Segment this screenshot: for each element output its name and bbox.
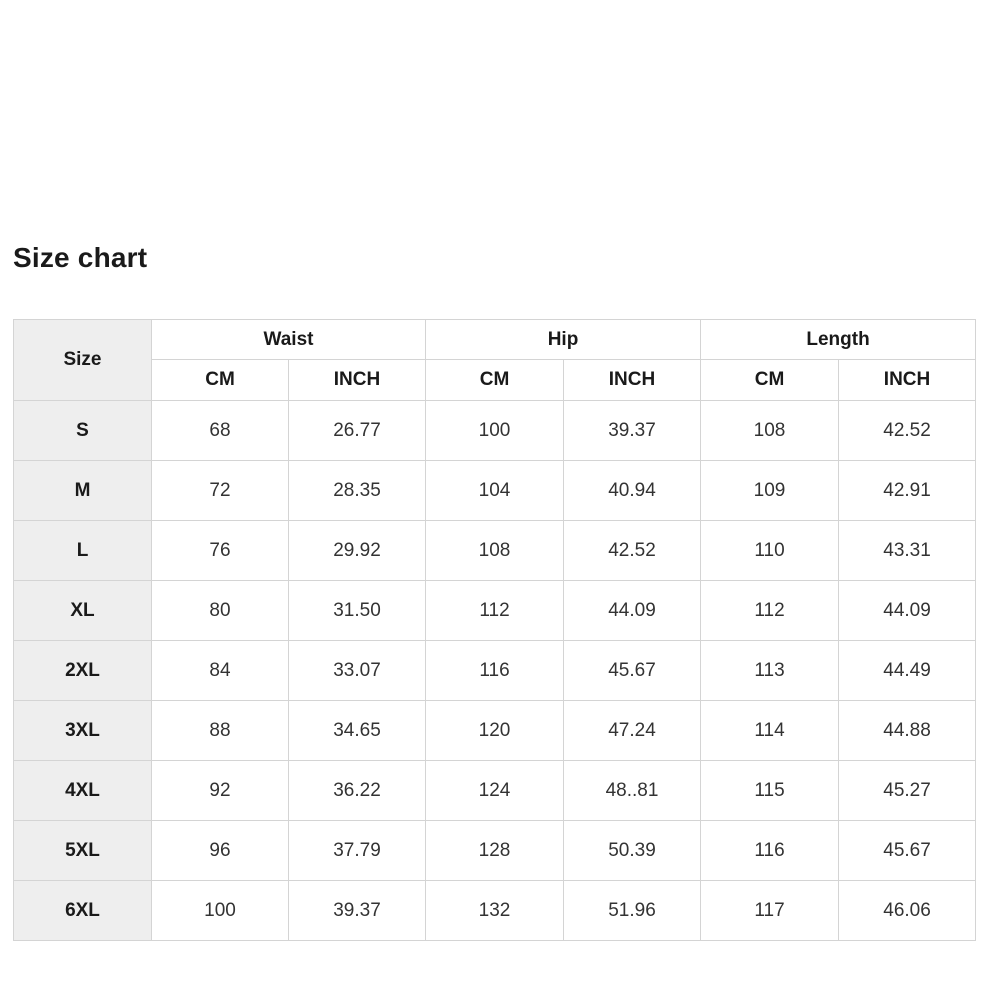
hip-cm-cell: 100 [426, 401, 564, 461]
table-row [14, 401, 976, 461]
size-label-cell: 5XL [14, 821, 152, 881]
size-column-header: Size [14, 320, 152, 401]
waist-inch-cell: 34.65 [289, 701, 426, 761]
length-group-header: Length [701, 320, 976, 360]
page-title: Size chart [13, 242, 148, 273]
hip-inch-cell: 40.94 [564, 461, 701, 521]
waist-inch-cell: 33.07 [289, 641, 426, 701]
hip-inch-cell: 50.39 [564, 821, 701, 881]
size-label-cell: 3XL [14, 701, 152, 761]
waist-inch-cell: 36.22 [289, 761, 426, 821]
waist-cm-cell: 80 [152, 581, 289, 641]
length-cm-cell: 112 [701, 581, 839, 641]
waist-cm-cell: 84 [152, 641, 289, 701]
length-inch-cell: 42.91 [839, 461, 976, 521]
group-header-row [14, 320, 976, 360]
size-label-cell: 6XL [14, 881, 152, 941]
length-inch-cell: 45.27 [839, 761, 976, 821]
waist-cm-header: CM [152, 360, 289, 401]
table-row [14, 641, 976, 701]
hip-inch-cell: 51.96 [564, 881, 701, 941]
hip-cm-cell: 108 [426, 521, 564, 581]
waist-cm-cell: 96 [152, 821, 289, 881]
table-row [14, 761, 976, 821]
hip-cm-cell: 116 [426, 641, 564, 701]
table-row [14, 701, 976, 761]
size-chart-table [13, 319, 976, 941]
hip-group-header: Hip [426, 320, 701, 360]
hip-inch-cell: 44.09 [564, 581, 701, 641]
size-table-body [14, 401, 976, 941]
size-label-cell: M [14, 461, 152, 521]
length-cm-cell: 117 [701, 881, 839, 941]
length-inch-cell: 44.09 [839, 581, 976, 641]
length-cm-cell: 109 [701, 461, 839, 521]
hip-cm-cell: 120 [426, 701, 564, 761]
length-cm-cell: 113 [701, 641, 839, 701]
length-inch-cell: 44.88 [839, 701, 976, 761]
waist-cm-cell: 68 [152, 401, 289, 461]
hip-cm-cell: 132 [426, 881, 564, 941]
table-row [14, 581, 976, 641]
table-row [14, 461, 976, 521]
length-cm-cell: 114 [701, 701, 839, 761]
waist-inch-cell: 39.37 [289, 881, 426, 941]
size-label-cell: S [14, 401, 152, 461]
hip-cm-cell: 112 [426, 581, 564, 641]
length-cm-cell: 116 [701, 821, 839, 881]
hip-inch-cell: 42.52 [564, 521, 701, 581]
length-inch-cell: 46.06 [839, 881, 976, 941]
length-inch-header: INCH [839, 360, 976, 401]
waist-cm-cell: 72 [152, 461, 289, 521]
waist-inch-cell: 26.77 [289, 401, 426, 461]
length-inch-cell: 43.31 [839, 521, 976, 581]
size-label-cell: L [14, 521, 152, 581]
hip-cm-cell: 104 [426, 461, 564, 521]
waist-inch-cell: 28.35 [289, 461, 426, 521]
hip-inch-cell: 39.37 [564, 401, 701, 461]
length-inch-cell: 45.67 [839, 821, 976, 881]
hip-cm-cell: 128 [426, 821, 564, 881]
hip-inch-cell: 48..81 [564, 761, 701, 821]
unit-header-row [14, 360, 976, 401]
waist-cm-cell: 92 [152, 761, 289, 821]
waist-cm-cell: 76 [152, 521, 289, 581]
length-cm-header: CM [701, 360, 839, 401]
hip-inch-header: INCH [564, 360, 701, 401]
table-row [14, 821, 976, 881]
size-label-cell: 4XL [14, 761, 152, 821]
waist-group-header: Waist [152, 320, 426, 360]
waist-inch-cell: 29.92 [289, 521, 426, 581]
waist-inch-cell: 31.50 [289, 581, 426, 641]
table-row [14, 881, 976, 941]
length-cm-cell: 108 [701, 401, 839, 461]
length-inch-cell: 42.52 [839, 401, 976, 461]
length-inch-cell: 44.49 [839, 641, 976, 701]
length-cm-cell: 110 [701, 521, 839, 581]
waist-cm-cell: 100 [152, 881, 289, 941]
waist-inch-cell: 37.79 [289, 821, 426, 881]
size-label-cell: XL [14, 581, 152, 641]
hip-inch-cell: 45.67 [564, 641, 701, 701]
hip-cm-cell: 124 [426, 761, 564, 821]
hip-inch-cell: 47.24 [564, 701, 701, 761]
hip-cm-header: CM [426, 360, 564, 401]
table-row [14, 521, 976, 581]
length-cm-cell: 115 [701, 761, 839, 821]
waist-inch-header: INCH [289, 360, 426, 401]
waist-cm-cell: 88 [152, 701, 289, 761]
size-label-cell: 2XL [14, 641, 152, 701]
